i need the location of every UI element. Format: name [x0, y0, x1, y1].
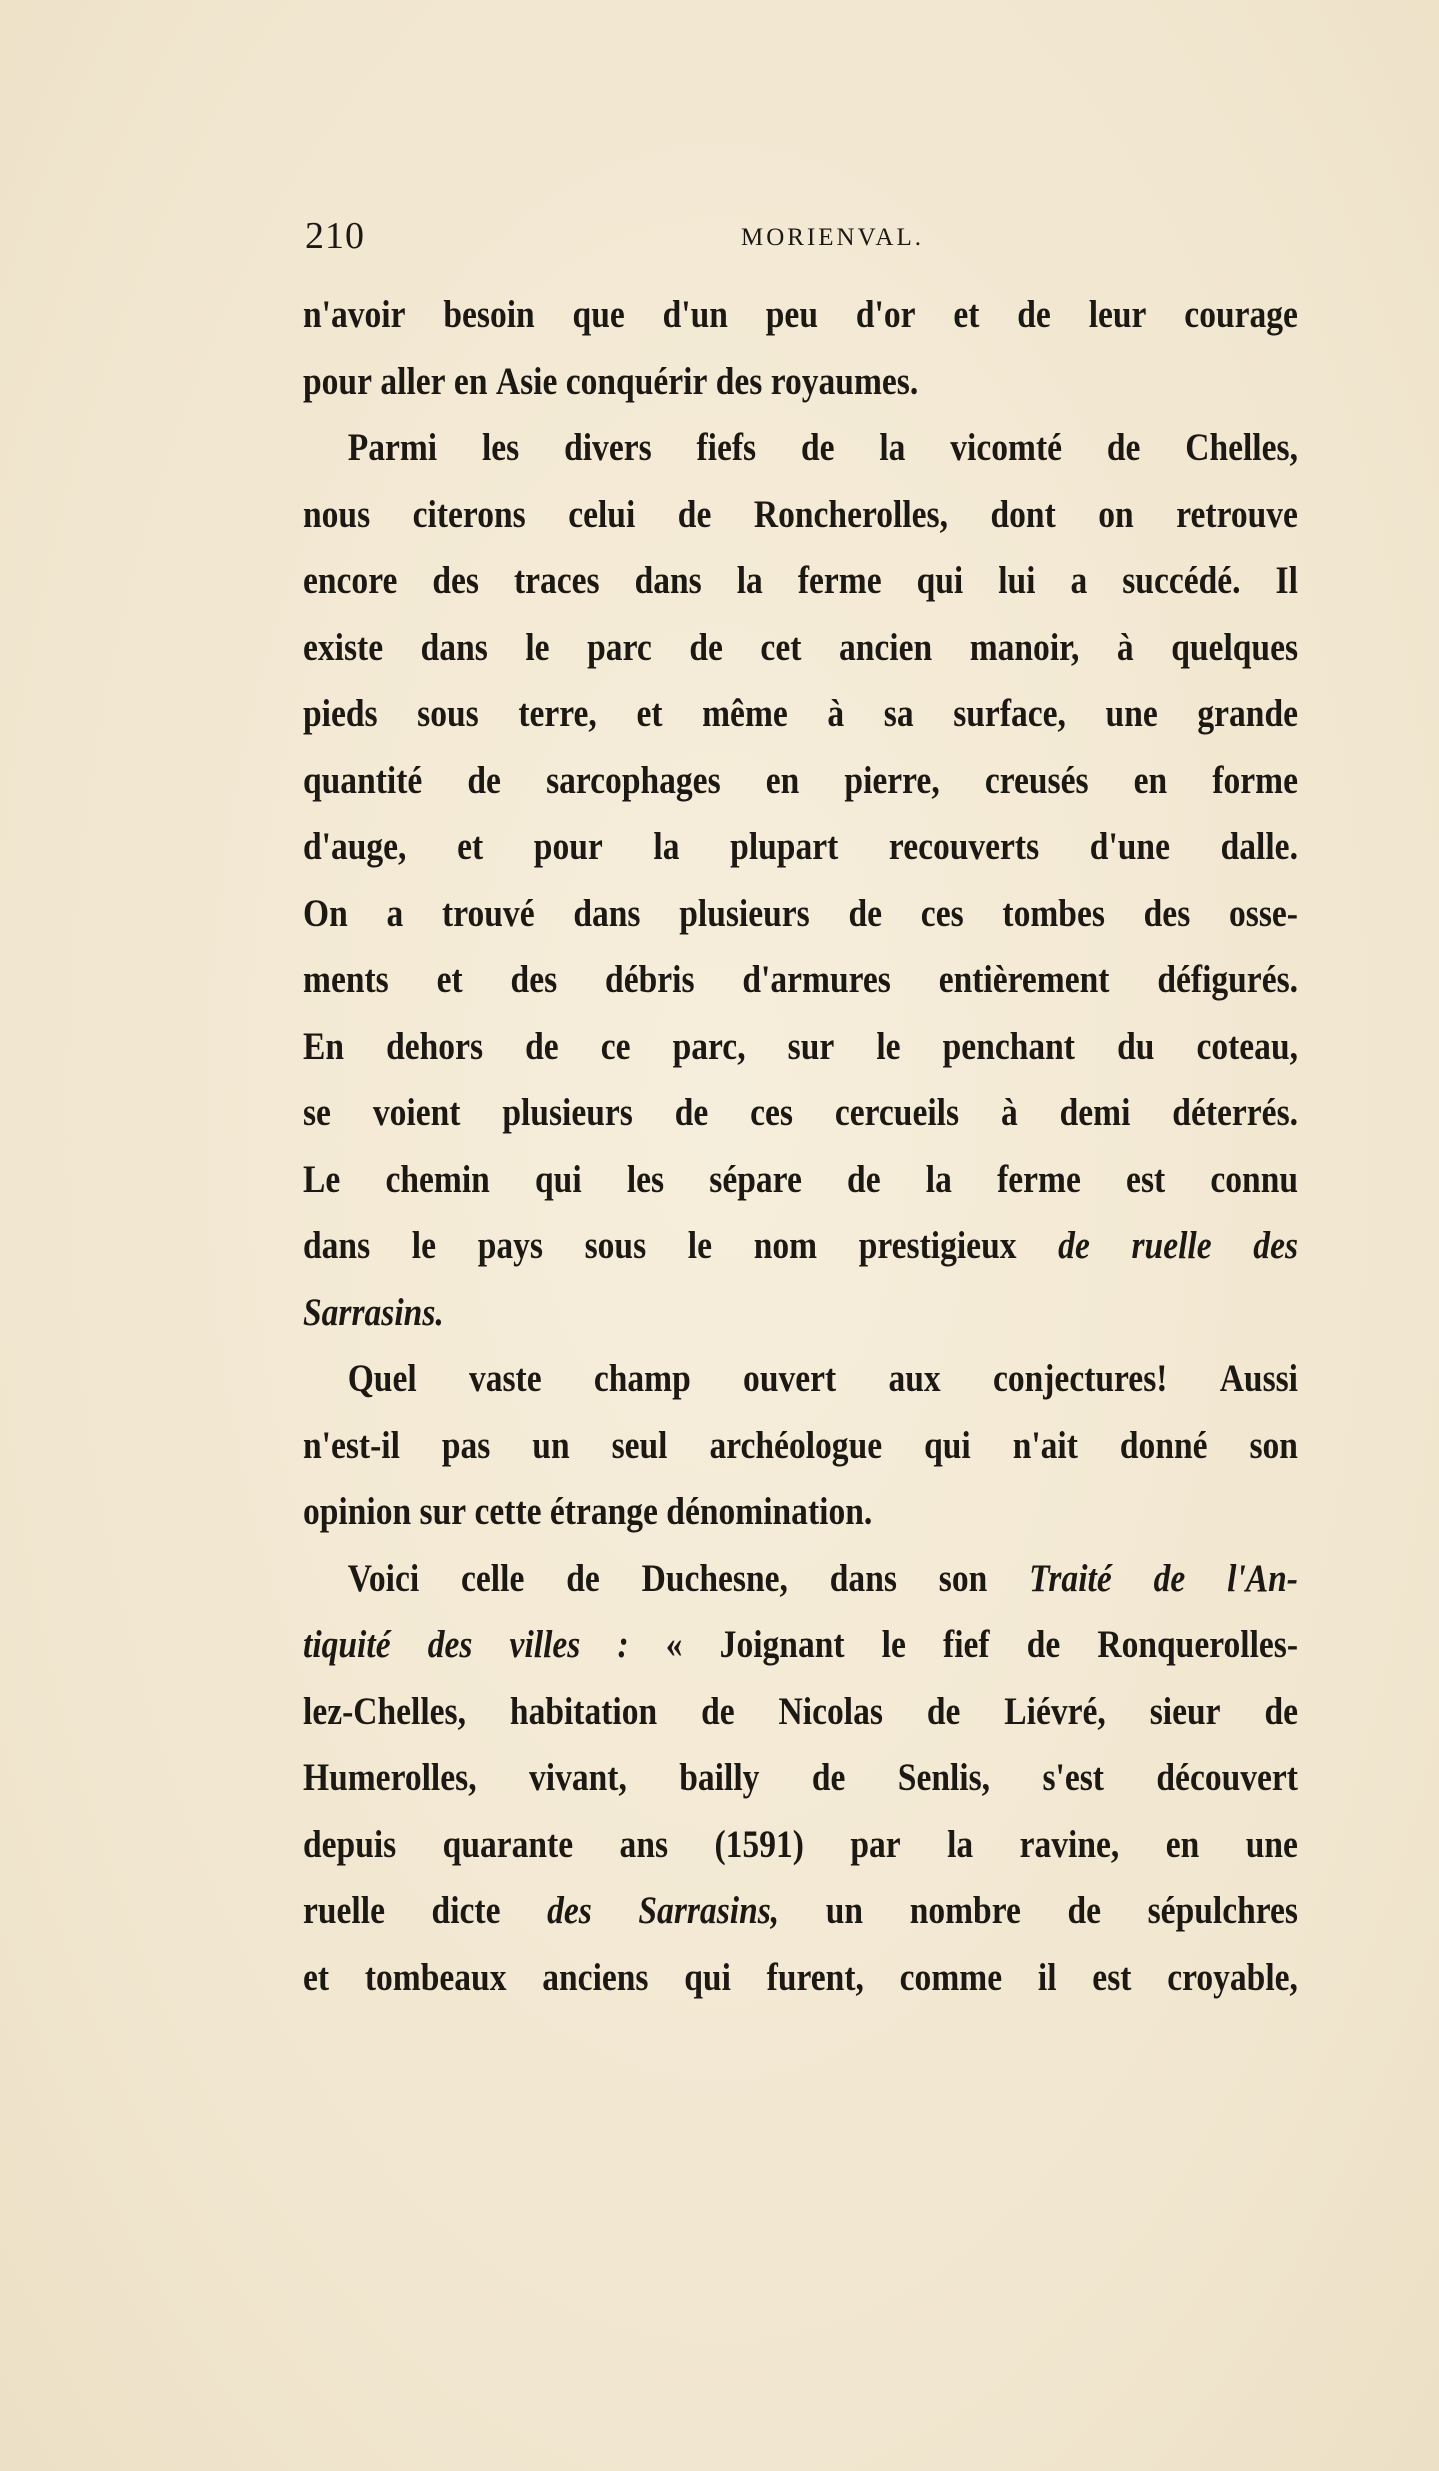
- text-line: Le chemin qui les sépare de la ferme est connu: [303, 1157, 1299, 1201]
- text-line: tiquité des villes : « Joignant le fief de Ronquerolles-: [303, 1623, 1299, 1666]
- text-line: Parmi les divers fiefs de la vicomté de Chelles,: [347, 426, 1298, 469]
- text-line: Voici celle de Duchesne, dans son Traité de l'An-: [347, 1556, 1298, 1600]
- text-line: se voient plusieurs de ces cercueils à demi déterrés.: [303, 1091, 1299, 1134]
- text-line: ruelle dicte des Sarrasins, un nombre de sépulchres: [303, 1889, 1298, 1932]
- text-line: Humerolles, vivant, bailly de Senlis, s'est découvert: [303, 1756, 1298, 1799]
- text-line: En dehors de ce parc, sur le penchant du coteau,: [303, 1024, 1299, 1068]
- page-header: [305, 214, 1300, 264]
- text-line: pour aller en Asie conquérir des royaumes.: [303, 359, 919, 403]
- text-line: lez-Chelles, habitation de Nicolas de Liévré, sieur de: [303, 1689, 1298, 1733]
- text-line: n'est-il pas un seul archéologue qui n'ait donné son: [303, 1423, 1298, 1467]
- text-line: nous citerons celui de Roncherolles, dont on retrouve: [303, 492, 1298, 536]
- page-number: 210: [305, 215, 365, 257]
- text-line: n'avoir besoin que d'un peu d'or et de leur courage: [303, 293, 1298, 336]
- text-line: On a trouvé dans plusieurs de ces tombes des osse-: [303, 891, 1298, 935]
- running-title: MORIENVAL.: [740, 224, 924, 251]
- text-line: Sarrasins.: [303, 1290, 444, 1334]
- text-line: opinion sur cette étrange dénomination.: [303, 1490, 873, 1533]
- text-line: dans le pays sous le nom prestigieux de ruelle des: [303, 1224, 1299, 1267]
- text-line: quantité de sarcophages en pierre, creusés en forme: [303, 758, 1298, 802]
- text-line: existe dans le parc de cet ancien manoir, à quelques: [303, 625, 1299, 669]
- body-text: [303, 282, 1298, 2011]
- text-line: d'auge, et pour la plupart recouverts d'une dalle.: [303, 825, 1298, 868]
- text-line: et tombeaux anciens qui furent, comme il est croyable,: [303, 1955, 1298, 1999]
- text-line: pieds sous terre, et même à sa surface, une grande: [303, 692, 1298, 735]
- text-line: depuis quarante ans (1591) par la ravine, en une: [303, 1822, 1298, 1866]
- text-line: encore des traces dans la ferme qui lui a succédé. Il: [303, 559, 1298, 602]
- text-line: Quel vaste champ ouvert aux conjectures! Aussi: [347, 1357, 1298, 1400]
- text-line: ments et des débris d'armures entièrement défigurés.: [303, 958, 1299, 1001]
